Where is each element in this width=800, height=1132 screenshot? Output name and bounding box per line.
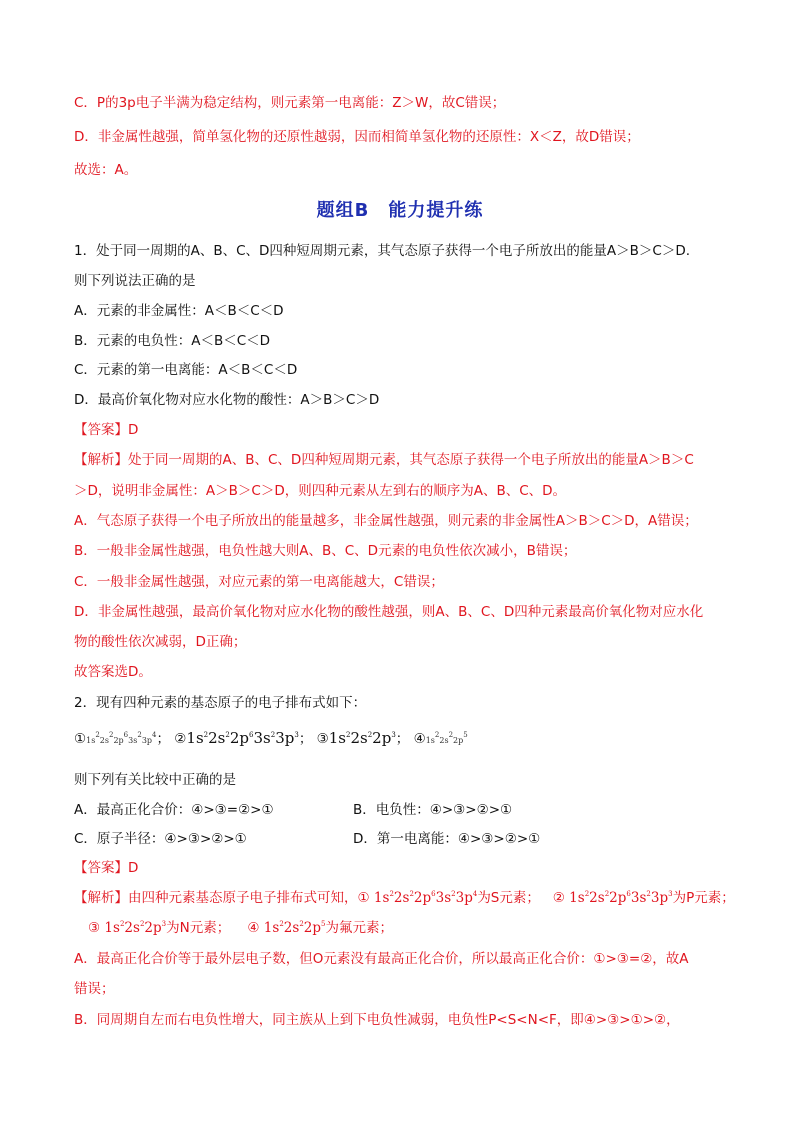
formula-s: $1s^22s^22p^63s^23p^4$ <box>373 890 478 906</box>
q2-analysis-line2: ③ $1s^22s^22p^3$为N元素； ④ $1s^22s^22p^5$为氟元素； <box>88 920 393 936</box>
q2-explain-b: B．同周期自左而右电负性增大，同主族从上到下电负性减弱，电负性P<S<N<F，即④>③>①>②， <box>74 1012 680 1028</box>
config-marker-4: ④ <box>413 731 426 747</box>
config-marker-3: ③ <box>316 731 329 747</box>
config-2: $1s^22s^22p^63s^23p^3$ <box>186 729 299 747</box>
config-marker-1: ① <box>74 731 87 747</box>
q1-explain-b: B．一般非金属性越强，电负性越大则A、B、C、D元素的电负性依次减小，B错误； <box>74 543 577 559</box>
q2-options-row1 <box>74 800 513 820</box>
q1-explain-c: C．一般非金属性越强，对应元素的第一电离能越大，C错误； <box>74 574 444 590</box>
formula-n: $1s^22s^22p^3$ <box>104 920 167 936</box>
config-3: $1s^22s^22p^3$ <box>328 729 396 747</box>
q2-configurations: $①1s^22s^22p^63s^23p^4$； $②1s^22s^22p^63s^23p^3$； $③1s^22s^22p^3$； $④1s^22s^22p^5$ <box>74 729 468 747</box>
q2-option-d: D．第一电离能：④>③>②>① <box>353 831 541 847</box>
formula-p: $1s^22s^22p^63s^23p^3$ <box>569 890 673 906</box>
formula-f: $1s^22s^22p^5$ <box>263 920 326 936</box>
q2-options-row2 <box>74 829 541 849</box>
q1-stem-line1: 1．处于同一周期的A、B、C、D四种短周期元素，其气态原子获得一个电子所放出的能量A＞B＞C＞D. <box>74 243 691 259</box>
q1-option-a: A．元素的非金属性：A＜B＜C＜D <box>74 303 284 319</box>
q1-explain-a: A．气态原子获得一个电子所放出的能量越多，非金属性越强，则元素的非金属性A＞B＞C＞D，A错误； <box>74 513 698 529</box>
q1-answer: 【答案】D <box>74 422 139 438</box>
q1-analysis-line1: 【解析】处于同一周期的A、B、C、D四种短周期元素，其气态原子获得一个电子所放出的能量A＞B＞C <box>74 452 694 468</box>
q1-analysis-line2: ＞D，说明非金属性：A＞B＞C＞D，则四种元素从左到右的顺序为A、B、C、D。 <box>74 483 567 499</box>
config-4: $1s^22s^22p^5$ <box>425 731 468 745</box>
q2-answer: 【答案】D <box>74 860 139 876</box>
q2-explain-a-line1: A．最高正化合价等于最外层电子数，但O元素没有最高正化合价，所以最高正化合价：①>③=②，故A <box>74 951 689 967</box>
config-1: $1s^22s^22p^63s^23p^4$ <box>86 731 157 745</box>
q1-explain-d-line1: D．非金属性越强，最高价氧化物对应水化物的酸性越强，则A、B、C、D四种元素最高价氧化物对应水化 <box>74 604 704 620</box>
q1-explain-d-line2: 物的酸性依次减弱，D正确； <box>74 634 247 650</box>
q2-option-b: B．电负性：④>③>②>① <box>353 802 513 818</box>
q2-option-a: A．最高正化合价：④>③=②>① <box>74 802 274 818</box>
q1-option-d: D．最高价氧化物对应水化物的酸性：A＞B＞C＞D <box>74 392 380 408</box>
q2-stem-line2: 则下列有关比较中正确的是 <box>74 772 236 788</box>
q1-option-c: C．元素的第一电离能：A＜B＜C＜D <box>74 362 298 378</box>
q1-final-answer: 故答案选D。 <box>74 664 152 680</box>
prev-final-choice: 故选：A。 <box>74 162 138 178</box>
q2-stem: 2．现有四种元素的基态原子的电子排布式如下： <box>74 695 367 711</box>
config-marker-2: ② <box>174 731 187 747</box>
q2-option-c: C．原子半径：④>③>②>① <box>74 831 247 847</box>
prev-explanation-d: D．非金属性越强，简单氢化物的还原性越弱，因而相简单氢化物的还原性：X＜Z，故D错误； <box>74 129 640 145</box>
q1-option-b: B．元素的电负性：A＜B＜C＜D <box>74 333 271 349</box>
section-title: 题组B 能力提升练 <box>316 200 484 221</box>
prev-explanation-c: C．P的3p电子半满为稳定结构，则元素第一电离能：Z＞W，故C错误； <box>74 95 506 111</box>
q1-stem-line2: 则下列说法正确的是 <box>74 273 196 289</box>
q2-explain-a-line2: 错误； <box>74 981 115 997</box>
q2-analysis-line1: 【解析】由四种元素基态原子电子排布式可知，① $1s^22s^22p^63s^23p^4$为S元素； ② $1s^22s^22p^63s^23p^3$为P元素； <box>74 890 735 906</box>
